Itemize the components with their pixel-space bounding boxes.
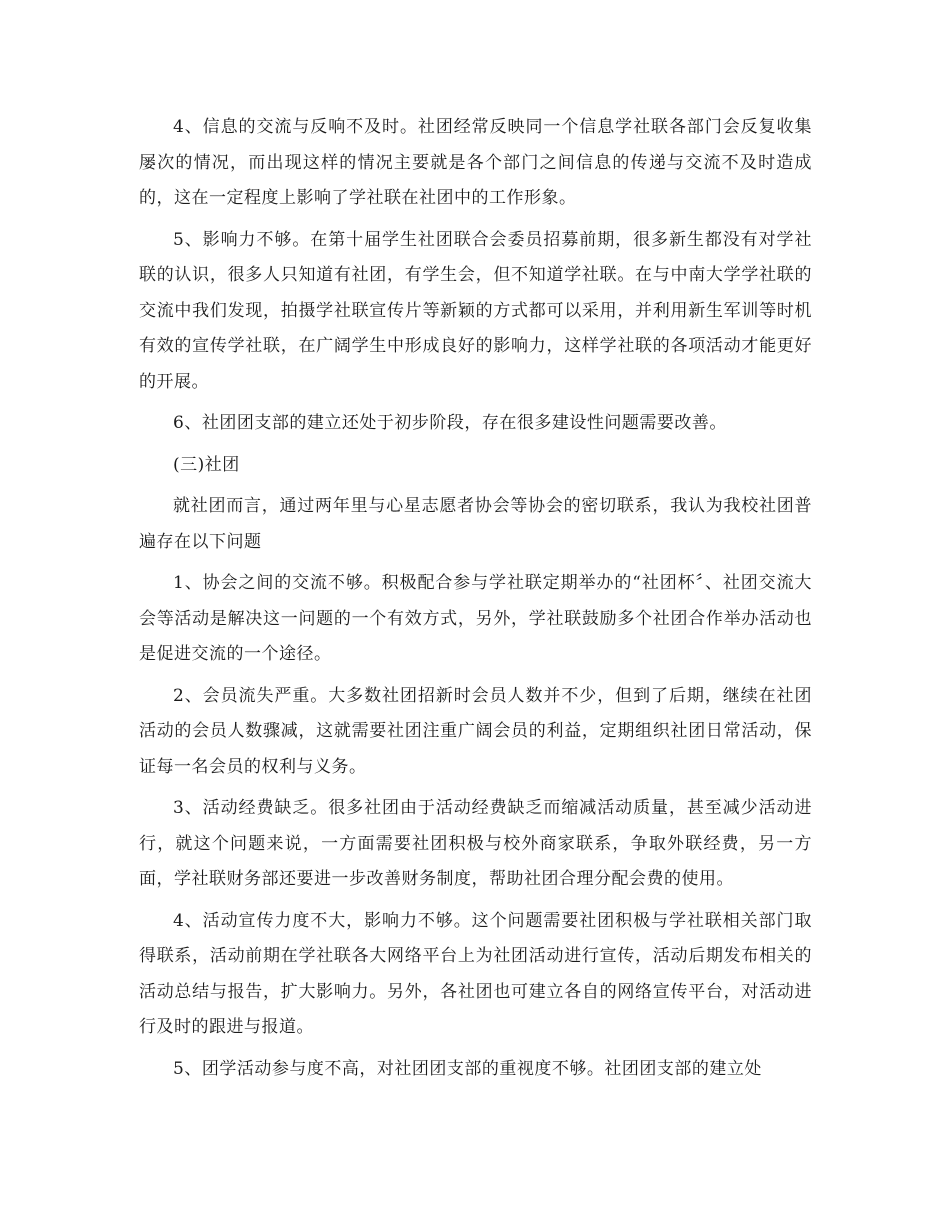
document-body <box>139 110 812 1093</box>
section-heading-clubs: (三)社团 <box>173 454 240 475</box>
paragraph-clubs-intro: 就社团而言，通过两年里与心星志愿者协会等协会的密切联系，我认为我校社团普遍存在以下问题 <box>139 496 812 552</box>
paragraph-league-branch: 6、社团团支部的建立还处于初步阶段，存在很多建设性问题需要改善。 <box>173 413 727 433</box>
paragraph-funding: 3、活动经费缺乏。很多社团由于活动经费缺乏而缩减活动质量，甚至减少活动进行，就这个问题来说，一方面需要社团积极与校外商家联系，争取外联经费，另一方面，学社联财务部还要进一步改善财务制度，帮助社团合理分配会费的使用。 <box>139 798 812 889</box>
paragraph-member-loss: 2、会员流失严重。大多数社团招新时会员人数并不少，但到了后期，继续在社团活动的会员人数骤减，这就需要社团注重广阔会员的利益，定期组织社团日常活动，保证每一名会员的权利与义务。 <box>139 685 812 777</box>
paragraph-info-exchange: 4、信息的交流与反响不及时。社团经常反映同一个信息学社联各部门会反复收集屡次的情况，而出现这样的情况主要就是各个部门之间信息的传递与交流不及时造成的，这在一定程度上影响了学社联在社团中的工作形象。 <box>139 117 812 208</box>
paragraph-club-communication: 1、协会之间的交流不够。积极配合参与学社联定期举办的“社团杯〞、社团交流大会等活动是解决这一问题的一个有效方式，另外，学社联鼓励多个社团合作举办活动也是促进交流的一个途径。 <box>139 573 812 664</box>
paragraph-participation: 5、团学活动参与度不高，对社团团支部的重视度不够。社团团支部的建立处 <box>173 1058 762 1079</box>
paragraph-publicity: 4、活动宣传力度不大，影响力不够。这个问题需要社团积极与学社联相关部门取得联系，活动前期在学社联各大网络平台上为社团活动进行宣传，活动后期发布相关的活动总结与报告，扩大影响力。另外，各社团也可建立各自的网络宣传平台，对活动进行及时的跟进与报道。 <box>139 910 812 1037</box>
paragraph-influence: 5、影响力不够。在第十届学生社团联合会委员招募前期，很多新生都没有对学社联的认识，很多人只知道有社团，有学生会，但不知道学社联。在与中南大学学社联的交流中我们发现，拍摄学社联宣传片等新颖的方式都可以采用，并利用新生军训等时机有效的宣传学社联，在广阔学生中形成良好的影响力，这样学社联的各项活动才能更好的开展。 <box>139 229 812 392</box>
